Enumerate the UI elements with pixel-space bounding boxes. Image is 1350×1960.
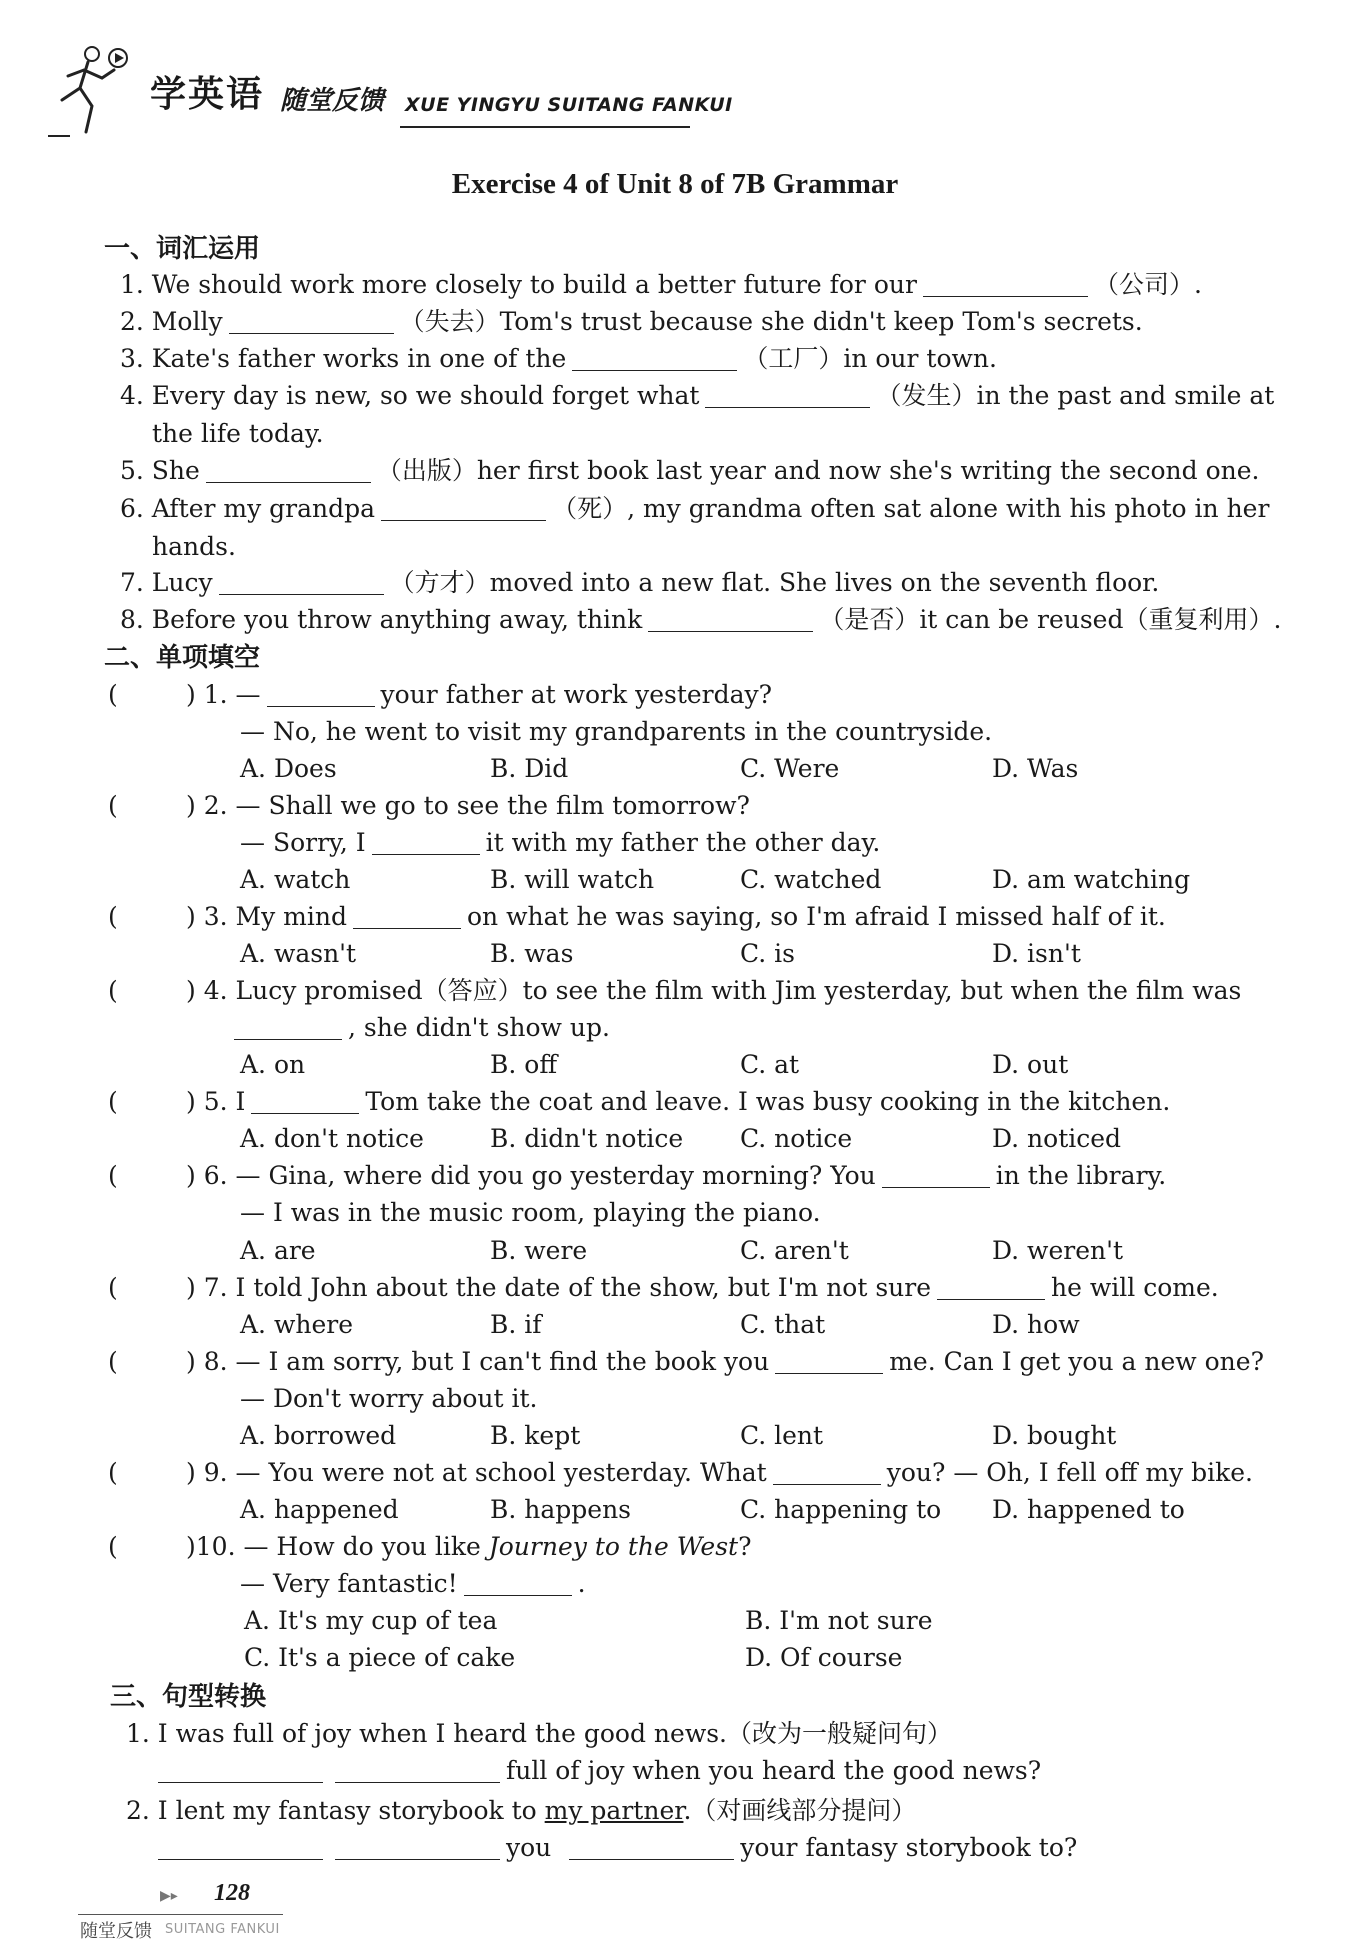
option-a[interactable]: A. don't notice	[240, 1124, 424, 1153]
question-text: — Very fantastic!	[240, 1569, 458, 1598]
question-line	[240, 1569, 586, 1599]
option-d[interactable]: D. out	[992, 1050, 1069, 1079]
answer-blank[interactable]	[923, 272, 1088, 297]
header-title: 学英语	[150, 74, 265, 115]
question-number: ) 1.	[186, 680, 228, 709]
question-continuation: the life today.	[152, 419, 324, 448]
option-c[interactable]: C. lent	[740, 1421, 824, 1450]
answer-paren[interactable]: (	[108, 902, 118, 931]
mc-question	[108, 1273, 1219, 1303]
question-text: （方才）moved into a new flat. She lives on the seventh floor.	[389, 568, 1160, 597]
question-text: .	[577, 1569, 586, 1598]
option-d[interactable]: D. Of course	[745, 1643, 903, 1672]
question-text: — Gina, where did you go yesterday morning? You	[235, 1161, 876, 1190]
answer-blank[interactable]	[773, 1460, 881, 1485]
option-c[interactable]: C. is	[740, 939, 795, 968]
vocab-question	[120, 494, 1269, 524]
answer-paren[interactable]: (	[108, 1458, 118, 1487]
option-a[interactable]: A. where	[240, 1310, 353, 1339]
question-text: （死）, my grandma often sat alone with his photo in her	[552, 494, 1270, 523]
question-text: 5. She	[120, 456, 200, 485]
question-text: full of joy when you heard the good news?	[506, 1756, 1042, 1785]
option-d[interactable]: D. noticed	[992, 1124, 1122, 1153]
option-a[interactable]: A. watch	[240, 865, 351, 894]
question-continuation: hands.	[152, 532, 236, 561]
answer-paren[interactable]: (	[108, 976, 118, 1005]
answer-blank[interactable]	[158, 1758, 323, 1783]
option-d[interactable]: D. Was	[992, 754, 1079, 783]
question-text: 8. Before you throw anything away, think	[120, 605, 643, 634]
mc-question	[108, 1347, 1264, 1377]
transform-question	[126, 1796, 916, 1826]
question-text: — How do you like	[243, 1532, 481, 1561]
question-text: （是否）it can be reused（重复利用）.	[819, 605, 1282, 634]
option-a[interactable]: A. are	[240, 1236, 316, 1265]
answer-blank[interactable]	[372, 830, 480, 855]
answer-paren[interactable]: (	[108, 1161, 118, 1190]
question-text: Tom take the coat and leave. I was busy cooking in the kitchen.	[365, 1087, 1171, 1116]
question-text: — You were not at school yesterday. What	[235, 1458, 767, 1487]
question-text: — I am sorry, but I can't find the book you	[235, 1347, 770, 1376]
vocab-question	[120, 605, 1281, 635]
mc-question	[108, 1161, 1166, 1191]
option-a[interactable]: A. Does	[240, 754, 337, 783]
answer-blank[interactable]	[158, 1835, 323, 1860]
option-c[interactable]: C. It's a piece of cake	[244, 1643, 516, 1672]
mc-question	[108, 1458, 1253, 1488]
question-text: — Sorry, I	[240, 828, 366, 857]
section-title: 三、句型转换	[110, 1682, 267, 1712]
option-d[interactable]: D. isn't	[992, 939, 1081, 968]
option-b[interactable]: B. was	[490, 939, 574, 968]
underlined-phrase: my partner	[544, 1796, 684, 1825]
option-d[interactable]: D. bought	[992, 1421, 1117, 1450]
question-text: My mind	[235, 902, 347, 931]
question-line: — I was in the music room, playing the piano.	[240, 1198, 821, 1227]
question-number: ) 3.	[186, 902, 228, 931]
question-text: your father at work yesterday?	[380, 680, 773, 709]
question-text: it with my father the other day.	[485, 828, 881, 857]
answer-blank[interactable]	[335, 1835, 500, 1860]
question-line	[234, 1013, 610, 1043]
answer-paren[interactable]: (	[108, 791, 118, 820]
option-a[interactable]: A. wasn't	[240, 939, 357, 968]
question-text: 7. Lucy	[120, 568, 213, 597]
question-text: you? — Oh, I fell off my bike.	[886, 1458, 1253, 1487]
answer-blank[interactable]	[775, 1349, 883, 1374]
section-title: 二、单项填空	[104, 643, 261, 673]
answer-paren[interactable]: (	[108, 680, 118, 709]
question-number: ) 2.	[186, 791, 228, 820]
question-text: 3. Kate's father works in one of the	[120, 344, 567, 373]
option-c[interactable]: C. watched	[740, 865, 882, 894]
footer-label: 随堂反馈	[80, 1921, 152, 1942]
answer-blank[interactable]	[234, 1015, 342, 1040]
page-number: 128	[214, 1880, 250, 1906]
question-text: ?	[738, 1532, 752, 1561]
exercise-title: Exercise 4 of Unit 8 of 7B Grammar	[451, 168, 899, 200]
answer-blank[interactable]	[882, 1163, 990, 1188]
mc-question	[108, 791, 750, 821]
answer-blank[interactable]	[229, 309, 394, 334]
header-pinyin: XUE YINGYU SUITANG FANKUI	[405, 94, 733, 116]
header-underline	[400, 126, 690, 128]
option-c[interactable]: C. aren't	[740, 1236, 849, 1265]
answer-paren[interactable]: (	[108, 1087, 118, 1116]
answer-blank[interactable]	[335, 1758, 500, 1783]
option-d[interactable]: D. weren't	[992, 1236, 1124, 1265]
mc-question	[108, 976, 1241, 1006]
option-d[interactable]: D. happened to	[992, 1495, 1185, 1524]
option-c[interactable]: C. Were	[740, 754, 840, 783]
question-text: Lucy promised（答应）to see the film with Jim yesterday, but when the film was	[235, 976, 1242, 1005]
question-text: I	[235, 1087, 246, 1116]
option-a[interactable]: A. It's my cup of tea	[244, 1606, 498, 1635]
header-banner	[40, 30, 760, 140]
option-b[interactable]: B. off	[490, 1050, 558, 1079]
question-text: .（对画线部分提问）	[683, 1796, 917, 1825]
question-text: （失去）Tom's trust because she didn't keep Tom's secrets.	[399, 307, 1143, 336]
question-line: — Don't worry about it.	[240, 1384, 538, 1413]
question-text: 1. We should work more closely to build a better future for our	[120, 270, 917, 299]
answer-line	[150, 1833, 1077, 1863]
option-c[interactable]: C. happening to	[740, 1495, 942, 1524]
answer-blank[interactable]	[705, 383, 870, 408]
answer-paren[interactable]: (	[108, 1532, 118, 1561]
question-number: ) 7.	[186, 1273, 228, 1302]
question-text: on what he was saying, so I'm afraid I missed half of it.	[467, 902, 1166, 931]
question-number: ) 5.	[186, 1087, 228, 1116]
mc-question	[108, 1087, 1170, 1117]
answer-paren[interactable]: (	[108, 1347, 118, 1376]
answer-blank[interactable]	[267, 682, 375, 707]
answer-blank[interactable]	[464, 1571, 572, 1596]
answer-blank[interactable]	[569, 1835, 734, 1860]
answer-blank[interactable]	[251, 1089, 359, 1114]
question-text: 2. I lent my fantasy storybook to	[126, 1796, 537, 1825]
question-text: （工厂）in our town.	[743, 344, 997, 373]
question-text: he will come.	[1051, 1273, 1219, 1302]
answer-blank[interactable]	[219, 570, 384, 595]
arrow-icon: ▶▸	[160, 1888, 178, 1904]
transform-question: 1. I was full of joy when I heard the good news.（改为一般疑问句）	[126, 1719, 953, 1748]
option-d[interactable]: D. how	[992, 1310, 1080, 1339]
section-title: 一、词汇运用	[104, 234, 261, 264]
question-text: —	[235, 680, 261, 709]
option-c[interactable]: C. notice	[740, 1124, 853, 1153]
vocab-question	[120, 568, 1159, 598]
option-a[interactable]: A. on	[240, 1050, 306, 1079]
option-b[interactable]: B. if	[490, 1310, 542, 1339]
question-line	[240, 828, 880, 858]
question-number: ) 6.	[186, 1161, 228, 1190]
question-text: me. Can I get you a new one?	[889, 1347, 1264, 1376]
answer-blank[interactable]	[381, 496, 546, 521]
question-line: — No, he went to visit my grandparents in the countryside.	[240, 717, 993, 746]
option-b[interactable]: B. didn't notice	[490, 1124, 684, 1153]
option-c[interactable]: C. at	[740, 1050, 800, 1079]
footer-divider	[78, 1914, 283, 1915]
answer-blank[interactable]	[353, 904, 461, 929]
vocab-question	[120, 307, 1143, 337]
question-text: 4. Every day is new, so we should forget what	[120, 381, 700, 410]
question-number: )10.	[186, 1532, 236, 1561]
question-number: ) 8.	[186, 1347, 228, 1376]
vocab-question	[120, 456, 1260, 486]
option-b[interactable]: B. happens	[490, 1495, 632, 1524]
answer-line	[150, 1756, 1041, 1786]
option-b[interactable]: B. I'm not sure	[745, 1606, 933, 1635]
option-b[interactable]: B. were	[490, 1236, 588, 1265]
option-b[interactable]: B. Did	[490, 754, 569, 783]
option-c[interactable]: C. that	[740, 1310, 826, 1339]
question-text: , she didn't show up.	[348, 1013, 610, 1042]
option-a[interactable]: A. borrowed	[240, 1421, 397, 1450]
question-text: in the library.	[995, 1161, 1167, 1190]
question-text: — Shall we go to see the film tomorrow?	[235, 791, 750, 820]
question-text: （发生）in the past and smile at	[876, 381, 1275, 410]
question-text: （出版）her first book last year and now she's writing the second one.	[376, 456, 1260, 485]
answer-blank[interactable]	[648, 607, 813, 632]
footer-label-en: SUITANG FANKUI	[165, 1922, 280, 1937]
vocab-question	[120, 270, 1202, 300]
question-text: your fantasy storybook to?	[740, 1833, 1078, 1862]
mc-question	[108, 1532, 752, 1562]
question-text: you	[506, 1833, 552, 1862]
question-text: （公司）.	[1093, 270, 1202, 299]
option-b[interactable]: B. kept	[490, 1421, 581, 1450]
mc-question	[108, 680, 772, 710]
vocab-question	[120, 344, 997, 374]
answer-blank[interactable]	[572, 346, 737, 371]
question-number: ) 9.	[186, 1458, 228, 1487]
header-subtitle: 随堂反馈	[280, 86, 385, 116]
option-a[interactable]: A. happened	[240, 1495, 399, 1524]
answer-paren[interactable]: (	[108, 1273, 118, 1302]
question-text: 6. After my grandpa	[120, 494, 376, 523]
answer-blank[interactable]	[937, 1275, 1045, 1300]
question-number: ) 4.	[186, 976, 228, 1005]
mc-question	[108, 902, 1166, 932]
question-text: I told John about the date of the show, but I'm not sure	[235, 1273, 932, 1302]
option-b[interactable]: B. will watch	[490, 865, 655, 894]
vocab-question	[120, 381, 1274, 411]
book-title: Journey to the West	[488, 1532, 739, 1561]
answer-blank[interactable]	[206, 458, 371, 483]
question-text: 2. Molly	[120, 307, 223, 336]
runner-logo-icon	[40, 40, 130, 140]
option-d[interactable]: D. am watching	[992, 865, 1191, 894]
